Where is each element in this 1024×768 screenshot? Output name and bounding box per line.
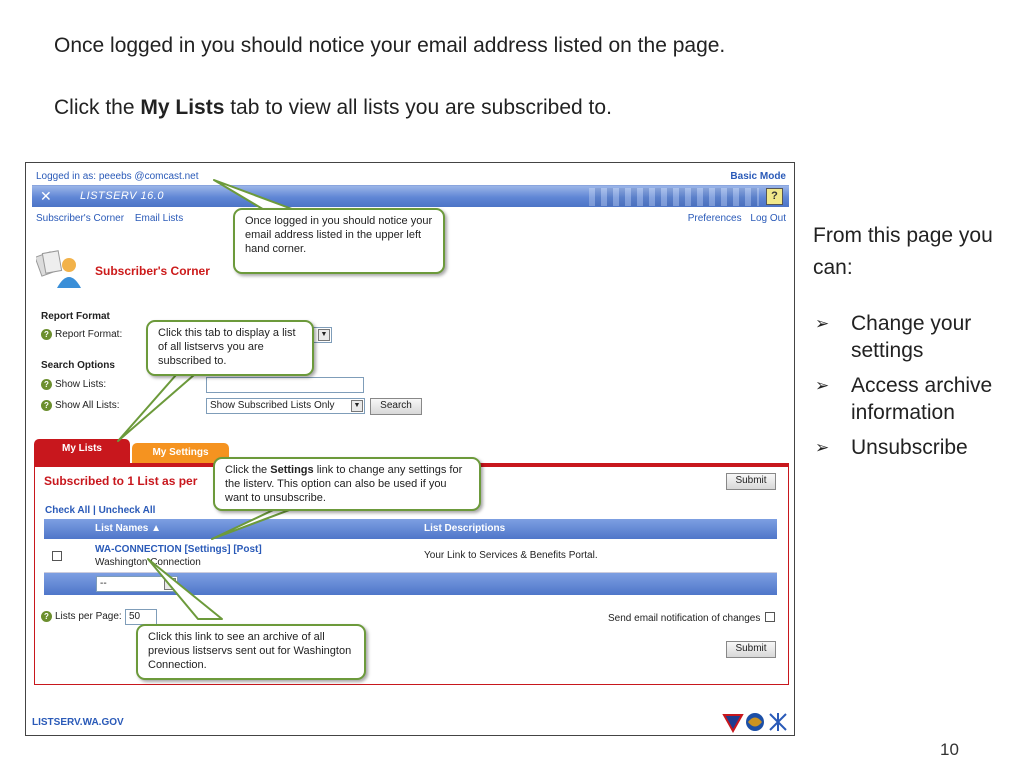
show-all-lists-value: Show Subscribed Lists Only [210,400,335,411]
list-description: Your Link to Services & Benefits Portal. [424,550,598,561]
uncheck-all-link[interactable]: Uncheck All [98,505,156,516]
bullet-item [813,310,1018,364]
instruction-prefix: Click the [54,96,141,119]
chevron-down-icon: ▼ [318,329,330,341]
search-button[interactable]: Search [370,398,422,415]
post-link[interactable]: [Post] [233,544,262,555]
bullet-text: Change your settings [851,312,972,362]
send-notification-label: Send email notification of changes [608,613,761,624]
listserv-logo-icon: ✕ [40,188,52,204]
chevron-down-icon: ▼ [351,400,363,412]
callout-email: Once logged in you should notice your email address listed in the upper left hand corner. [233,208,445,274]
tab-my-lists[interactable]: My Lists [34,439,130,464]
side-panel [813,220,1018,469]
list-subtitle: Washington Connection [95,557,201,568]
submit-button-top[interactable]: Submit [726,473,776,490]
report-format-heading: Report Format [41,311,110,322]
side-intro: From this page you can: [813,224,993,279]
callout-settings [213,457,481,511]
instruction-my-lists: My Lists [140,96,225,119]
page-number: 10 [940,740,959,759]
lists-per-page-input[interactable]: 50 [125,609,157,625]
bullet-item [813,434,1018,461]
slide-instruction-text [54,96,612,120]
email-callout-pointer [214,180,292,211]
arrow-bullet-icon: ➢ [815,438,830,457]
settings-link[interactable]: [Settings] [184,544,231,555]
callout-settings-post: link to change any settings for the listerv. This option can also be used if you want to unsubscribe. [225,464,463,504]
nav-subscribers-corner[interactable]: Subscriber's Corner [36,213,125,224]
arrow-bullet-icon: ➢ [815,376,830,395]
nav-email-lists[interactable]: Email Lists [134,213,184,224]
nav-log-out[interactable]: Log Out [750,213,786,224]
basic-mode-link[interactable]: Basic Mode [730,171,786,182]
brand-title: LISTSERV 16.0 [80,190,164,202]
help-button[interactable]: ? [766,188,783,205]
list-name-link[interactable]: WA-CONNECTION [95,544,182,555]
submit-button-bottom[interactable]: Submit [726,641,776,658]
bullet-text: Unsubscribe [851,436,968,459]
callout-settings-pre: Click the [225,464,271,476]
nav-preferences[interactable]: Preferences [687,213,742,224]
callout-settings-bold: Settings [270,464,314,476]
page-title: Subscriber's Corner [95,264,210,278]
footer-site-link[interactable]: LISTSERV.WA.GOV [32,717,124,728]
action-select-value: -- [100,578,107,589]
lists-per-page-label: Lists per Page: [55,611,122,623]
user-email: peeebs @comcast.net [98,171,199,182]
tab-callout-pointer [118,375,194,441]
slide-intro-text: Once logged in you should notice your email address listed on the page. [54,34,726,57]
callout-tab: Click this tab to display a list of all listservs you are subscribed to. [146,320,314,376]
listserv-screenshot [25,162,795,736]
bullet-item [813,372,1018,426]
arrow-bullet-icon: ➢ [815,314,830,333]
logged-in-label: Logged in as: [36,171,97,182]
help-icon[interactable]: ? [41,329,52,340]
instruction-suffix: tab to view all lists you are subscribed to. [224,96,612,119]
bullet-text: Access archive information [851,374,993,424]
col-list-descriptions: List Descriptions [424,523,506,534]
help-icon[interactable]: ? [41,400,52,411]
search-options-heading: Search Options [41,360,115,371]
help-icon[interactable]: ? [41,379,52,390]
col-list-names[interactable]: List Names ▲ [95,523,162,534]
tab-my-settings[interactable]: My Settings [132,443,229,465]
callout-archive: Click this link to see an archive of all previous listservs sent out for Washington Connection. [136,624,366,680]
show-lists-label: Show Lists: [55,379,107,391]
check-all-link[interactable]: Check All [45,505,91,516]
report-format-label: Report Format: [55,329,123,341]
show-all-lists-label: Show All Lists: [55,400,120,412]
archive-callout-pointer [148,559,222,619]
subscribed-title: Subscribed to 1 List as per [44,474,198,488]
check-links-separator: | [90,505,99,516]
help-icon[interactable]: ? [41,611,52,622]
